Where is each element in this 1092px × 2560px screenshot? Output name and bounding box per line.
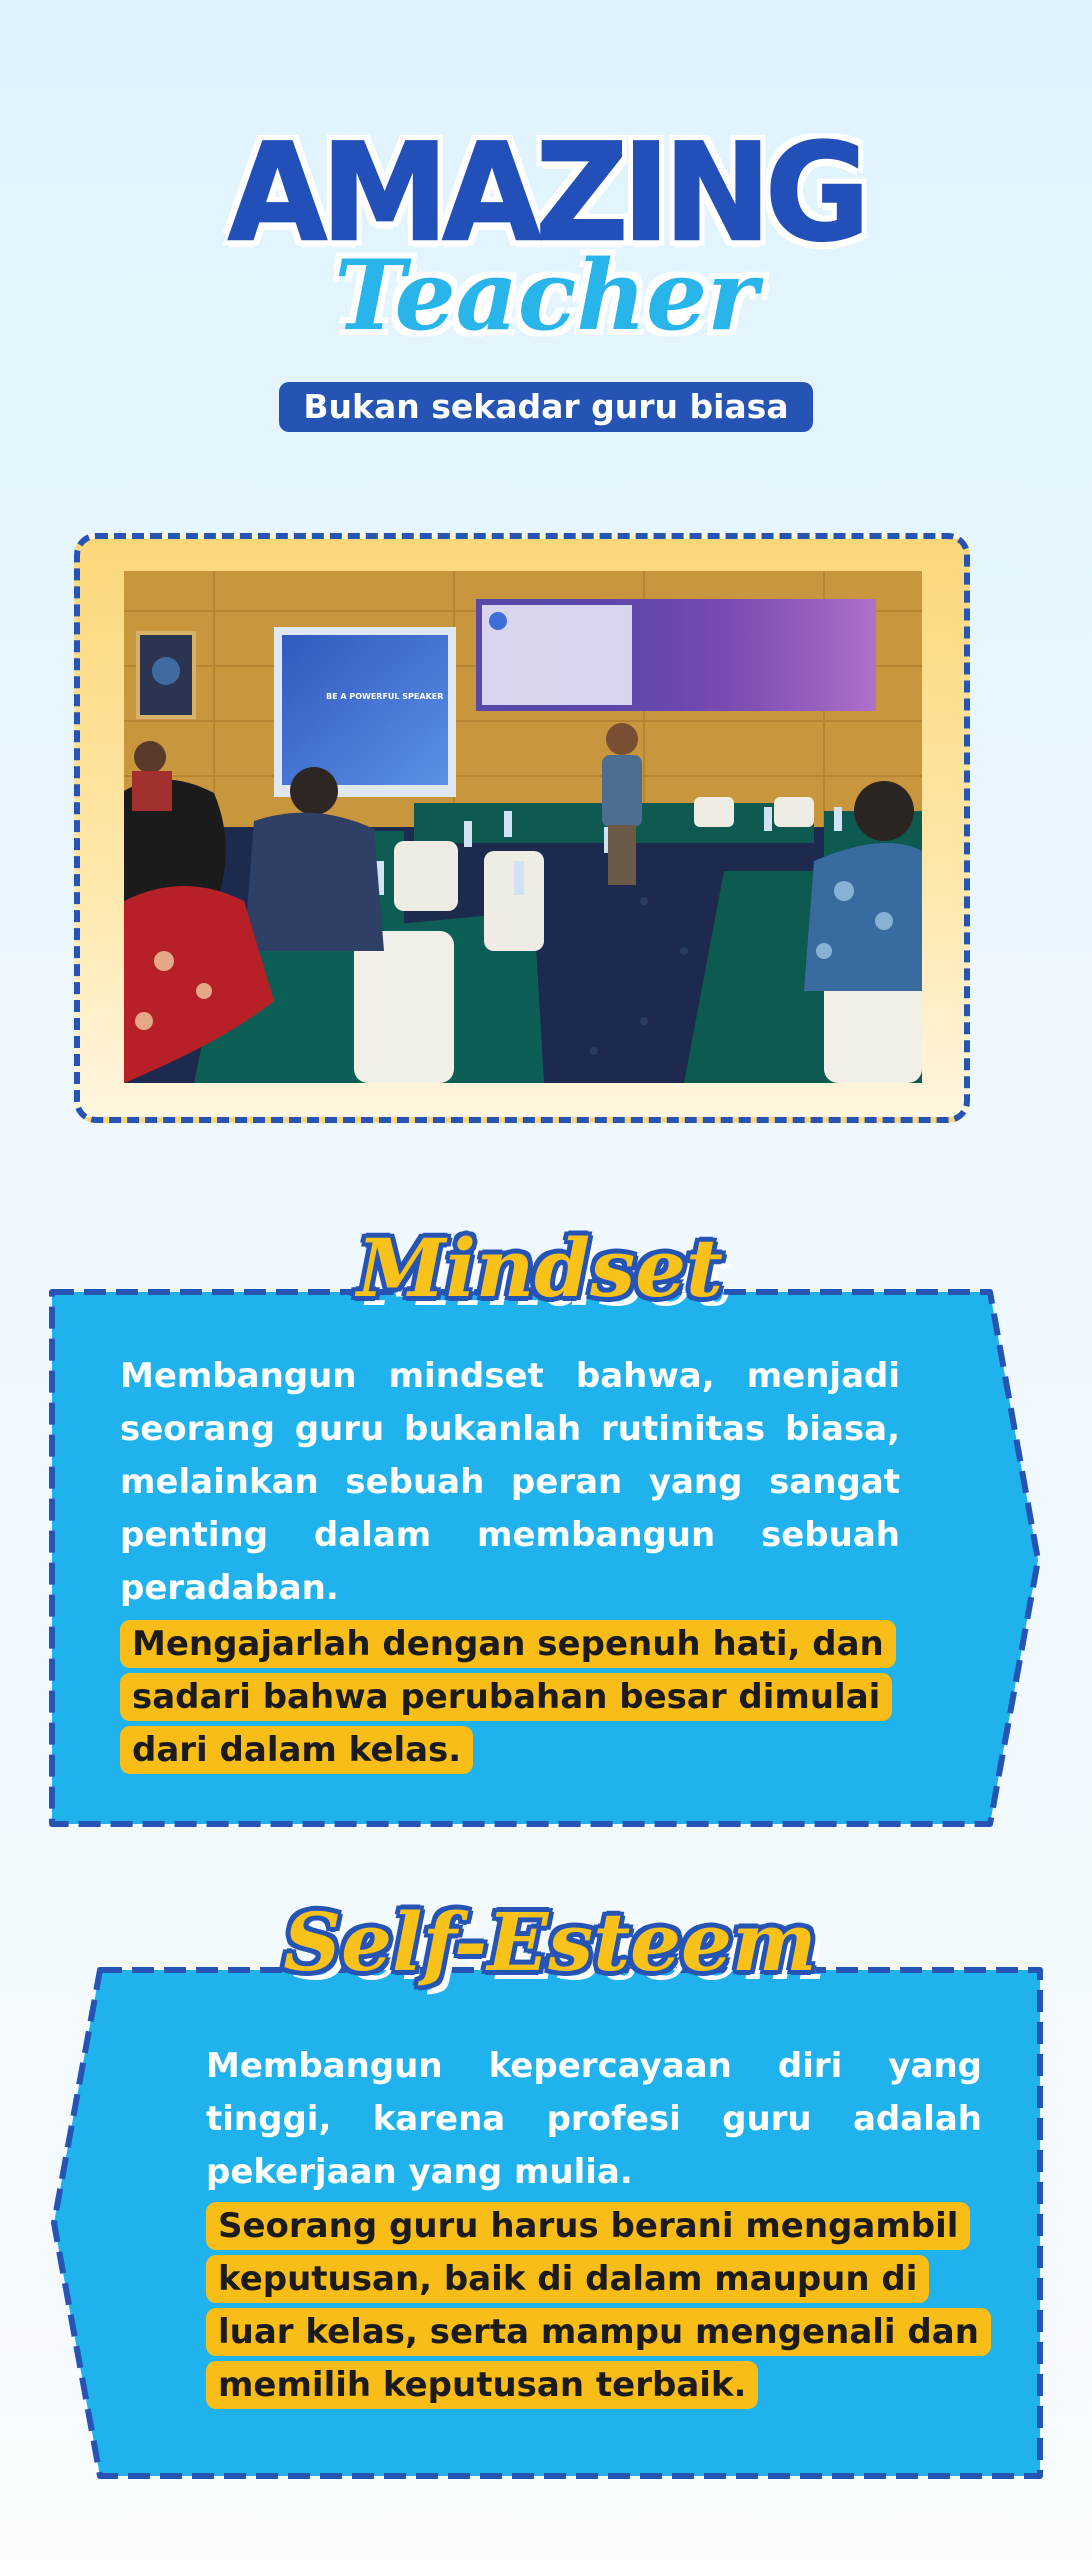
self-esteem-highlight-text: Seorang guru harus berani mengambil keputusan, baik di dalam maupun di luar kelas, serta mampu mengenali dan memilih keputusan terbaik. [206, 2202, 991, 2409]
mindset-highlight [120, 1618, 910, 1777]
title-teacher: Teacher [334, 239, 758, 352]
self-esteem-highlight [206, 2200, 996, 2412]
self-esteem-section [0, 1880, 1092, 2490]
tagline-badge: Bukan sekadar guru biasa [279, 382, 813, 432]
projector-text: BE A POWERFUL SPEAKER [326, 692, 444, 701]
mindset-highlight-text: Mengajarlah dengan sepenuh hati, dan sadari bahwa perubahan besar dimulai dari dalam kelas. [120, 1620, 896, 1774]
seminar-photo [124, 571, 922, 1083]
self-esteem-body: Membangun kepercayaan diri yang tinggi, karena profesi guru adalah pekerjaan yang mulia. [206, 2046, 982, 2192]
self-esteem-title: Self-Esteem [283, 1895, 817, 1989]
seminar-photo-illustration [124, 571, 922, 1083]
mindset-section [0, 1210, 1092, 1840]
mindset-title: Mindset [357, 1221, 723, 1315]
title-amazing: AMAZING [227, 115, 865, 272]
mindset-body: Membangun mindset bahwa, menjadi seorang guru bukanlah rutinitas biasa, melainkan sebuah peran yang sangat penting dalam membangun sebuah peradaban. [120, 1356, 900, 1608]
